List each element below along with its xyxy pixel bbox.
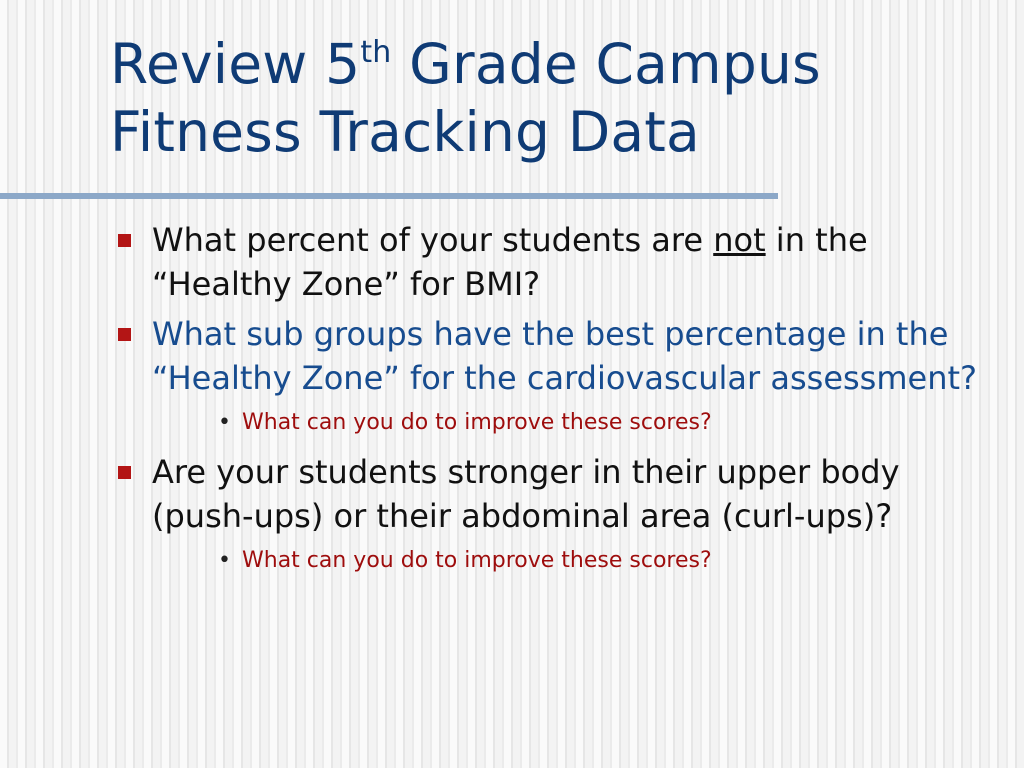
slide-body bbox=[0, 218, 1024, 588]
bullet-item-cardiovascular bbox=[152, 312, 1002, 400]
title-line1-pre: Review 5 bbox=[110, 32, 361, 96]
bullet-text-pre: What percent of your students are bbox=[152, 221, 714, 259]
sub-bullet-item bbox=[218, 406, 1024, 440]
title-line2: Fitness Tracking Data bbox=[110, 100, 700, 164]
sub-bullet-text: What can you do to improve these scores? bbox=[242, 410, 712, 435]
bullet-text: Are your students stronger in their upper body (push-ups) or their abdominal area (curl-ups)? bbox=[152, 453, 900, 535]
title-line1-post: Grade Campus bbox=[391, 32, 821, 96]
bullet-item-strength bbox=[152, 450, 1002, 538]
bullet-item-bmi bbox=[152, 218, 1002, 306]
square-bullet-icon bbox=[118, 328, 131, 341]
dot-bullet-icon: • bbox=[218, 548, 231, 573]
title-divider bbox=[0, 193, 778, 199]
bullet-text: What sub groups have the best percentage in the “Healthy Zone” for the cardiovascular assessment? bbox=[152, 315, 978, 397]
sub-bullet-item bbox=[218, 544, 1024, 578]
bullet-text-emphasis: not bbox=[713, 221, 766, 259]
square-bullet-icon bbox=[118, 234, 131, 247]
square-bullet-icon bbox=[118, 466, 131, 479]
dot-bullet-icon: • bbox=[218, 410, 231, 435]
bullet-text-post: in the “Healthy Zone” for BMI? bbox=[152, 221, 868, 303]
slide-title bbox=[110, 30, 990, 166]
sub-bullet-text: What can you do to improve these scores? bbox=[242, 548, 712, 573]
title-superscript: th bbox=[360, 35, 392, 70]
